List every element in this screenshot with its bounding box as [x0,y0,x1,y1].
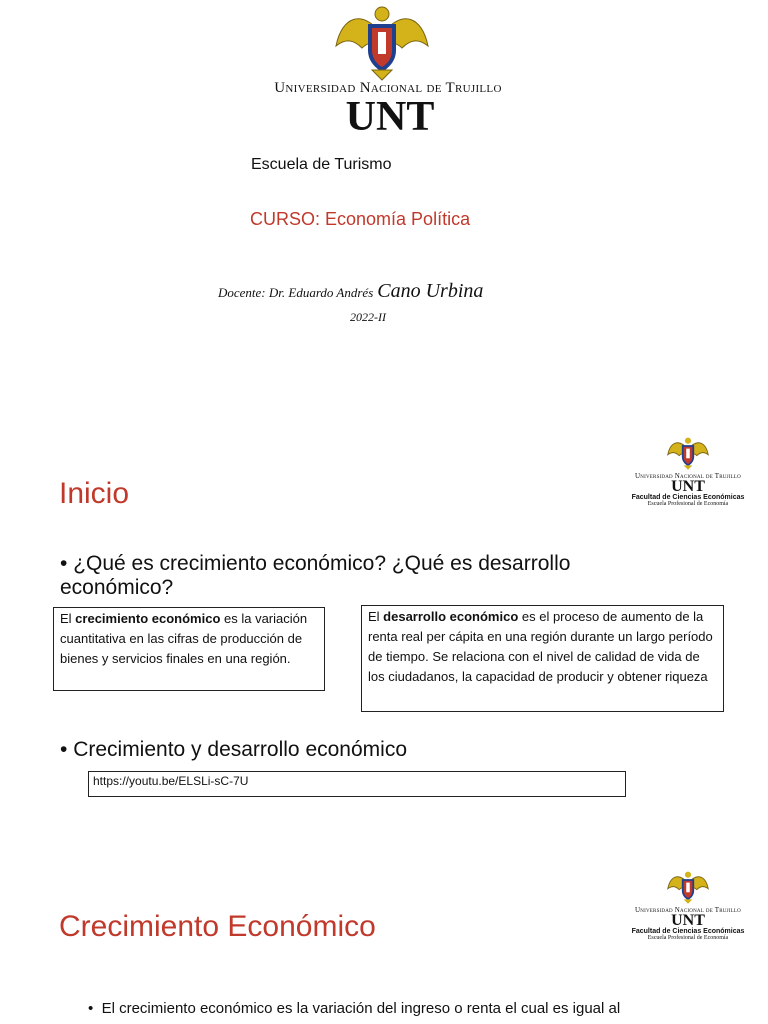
bullet-crecimiento-text: El crecimiento económico es la variación del ingreso o renta el cual es igual al [101,1000,621,1017]
definition-prefix: El [60,611,76,626]
school-name: Escuela de Turismo [251,156,392,173]
logo-faculty: Facultad de Ciencias Económicas [631,928,745,935]
video-link[interactable]: https://youtu.be/ELSLi-sC-7U [93,774,249,788]
video-link-box[interactable] [88,771,626,797]
definition-term: crecimiento económico [75,611,221,626]
logo-university-name: Universidad Nacional de Trujillo [635,906,741,914]
logo-school: Escuela Profesional de Economía [647,935,729,941]
crest-eagle-icon [666,434,710,472]
academic-term: 2022-II [350,310,386,324]
slide-title-inicio: Inicio [59,477,130,510]
logo-university-name: Universidad Nacional de Trujillo [635,472,741,480]
bullet-dot: • [60,738,74,761]
crest-eagle-icon [332,2,432,82]
definition-box-crecimiento [53,607,325,691]
definition-text: es el proceso de aumento de la renta real per cápita en una región durante un largo período de tiempo. Se relaciona con el nivel de calidad de vida de los ciudadanos, la capacidad de producir y obtener riqueza [368,609,713,684]
bullet-dot: • [60,552,74,575]
teacher-surname: Cano Urbina [377,280,484,302]
university-crest [332,2,432,82]
bullet-question-text: ¿Qué es crecimiento económico? ¿Qué es desarrollo económico? [60,552,571,599]
teacher-line [218,280,483,303]
definition-prefix: El [368,609,384,624]
crest-eagle-icon [666,868,710,906]
slide-title-crecimiento: Crecimiento Económico [59,910,376,943]
bullet-video [60,738,407,762]
logo-faculty: Facultad de Ciencias Económicas [631,494,745,501]
definition-box-desarrollo [361,605,724,712]
definition-term: desarrollo económico [383,609,519,624]
logo-acronym: UNT [671,478,705,495]
definition-text: es la variación cuantitativa en las cifras de producción de bienes y servicios finales en una región. [60,611,308,666]
bullet-dot: • [88,1000,102,1017]
faculty-logo [608,434,768,507]
bullet-crecimiento [88,1000,620,1017]
bullet-video-text: Crecimiento y desarrollo económico [73,738,407,761]
course-title: CURSO: Economía Política [250,209,471,229]
bullet-question [60,552,660,600]
university-name: Universidad Nacional de Trujillo [274,80,502,96]
unt-acronym: UNT [345,94,435,140]
teacher-prefix: Docente: Dr. Eduardo Andrés [218,285,374,300]
logo-acronym: UNT [671,912,705,929]
faculty-logo [608,868,768,941]
logo-school: Escuela Profesional de Economía [647,501,729,507]
